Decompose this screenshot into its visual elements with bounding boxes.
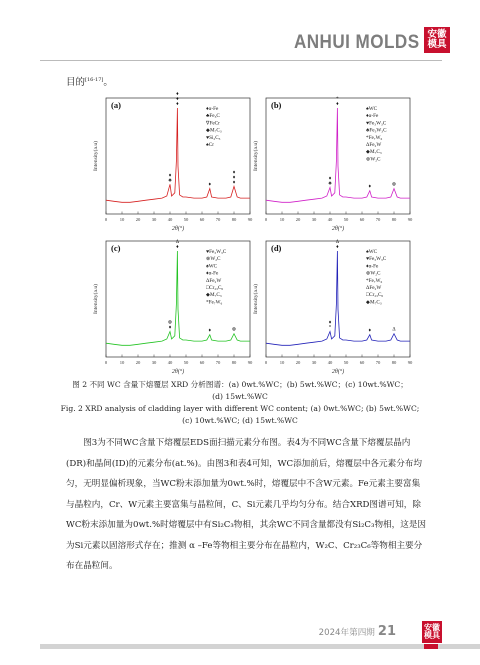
page-number: 21 [377,624,396,639]
x-tick-label: 90 [247,217,253,222]
x-tick-label: 40 [167,360,173,365]
legend-entry: ΔFe₂W [366,142,382,148]
peak-marker: ♦ [368,184,372,190]
x-tick-label: 0 [104,360,108,365]
legend-entry: ♥Fe₃W₃C [206,249,227,255]
legend-entry: *Fe₇W₆ [366,134,383,141]
peak-marker: ♦ [168,325,172,331]
legend-entry: ♦α-Fe [366,263,379,270]
panel-label: (a) [111,100,121,110]
peak-marker: * [328,325,332,331]
x-tick-label: 60 [199,360,205,365]
x-tick-label: 90 [247,360,253,365]
legend-entry: ⊗W₂C [366,270,381,277]
legend-entry: ♥Si₂C₃ [206,134,221,141]
legend-entry: *Fe₇W₆ [366,277,383,284]
legend-entry: ♦α-Fe [206,106,219,112]
legend-entry: ΔFe₂W [366,285,382,291]
x-tick-label: 80 [231,360,237,365]
panel-label: (c) [111,243,121,253]
peak-marker: ♦ [328,176,332,182]
x-tick-label: 60 [359,360,365,365]
caption-en-1: Fig. 2 XRD analysis of cladding layer with different WC content; (a) 0wt.%WC; (b) 5wt.%WC; [60,404,420,413]
caption-cn-2: (d) 15wt.%WC [212,392,268,401]
xrd-series-line [106,108,250,202]
x-tick-label: 80 [391,217,397,222]
x-tick-label: 0 [264,217,268,222]
legend-entry: □Cr₂₃C₆ [206,285,224,291]
peak-marker: ♦ [208,328,212,334]
peak-marker: Δ [335,240,339,245]
caption-cn-1: 图 2 不同 WC 含量下熔覆层 XRD 分析图谱：(a) 0wt.%WC；(b) 5wt.%WC；(c) 10wt.%WC； [72,380,408,389]
legend-entry: *Fe₇W₆ [206,299,223,306]
footer-bar-accent [424,644,438,649]
x-axis-label: 2θ(°) [171,369,185,375]
peak-marker: ♦ [328,320,332,326]
x-tick-label: 10 [119,360,125,365]
brand-title: ANHUI MOLDS [294,32,420,53]
xrd-series-line [106,251,250,345]
x-tick-label: 10 [279,217,285,222]
legend-entry: ◆M₇C₃ [366,149,382,156]
xrd-chart-d [244,235,414,375]
peak-marker: ♦ [368,328,372,334]
legend-entry: ⊗W₂C [206,256,221,263]
seal-line-1: 安徽 [427,29,447,41]
legend-entry: ◆M₇C₃ [206,127,222,134]
x-tick-label: 30 [311,360,317,365]
peak-marker: ♦ [176,245,179,250]
x-tick-label: 70 [215,217,221,222]
x-tick-label: 20 [295,217,301,222]
legend-entry: □Cr₂₃C₆ [366,292,384,299]
intro-citation: [16-17] [85,76,104,83]
x-tick-label: 50 [343,217,349,222]
x-tick-label: 50 [183,217,189,222]
xrd-series-line [266,251,410,345]
legend-entry: ♠Cr [206,142,214,148]
panel-label: (b) [271,100,282,110]
footer [319,624,396,639]
x-tick-label: 90 [407,217,413,222]
peak-marker: ♦ [336,245,339,250]
legend-entry: ♦α-Fe [206,270,219,277]
x-tick-label: 60 [199,217,205,222]
y-axis-label: Intensity(a.u) [253,141,259,171]
x-tick-label: 60 [359,217,365,222]
peak-marker: ⊗ [231,327,237,333]
peak-marker: ♦ [232,170,236,176]
legend-entry: ∇FeCr [206,120,220,127]
peak-marker: ♦ [176,102,179,107]
y-axis-label: Intensity(a.u) [93,284,99,314]
legend-entry: ◆M₇C₃ [366,299,382,306]
x-tick-label: 0 [264,360,268,365]
x-tick-label: 50 [343,360,349,365]
footer-seal-line-2: 模具 [424,631,440,640]
peak-marker: ♦ [176,92,179,97]
header-divider [40,60,442,61]
x-tick-label: 80 [391,360,397,365]
x-axis-label: 2θ(°) [331,369,345,375]
x-tick-label: 30 [151,360,157,365]
issue-label: 2024年第四期 [318,628,375,638]
x-tick-label: 40 [327,360,333,365]
y-axis-label: Intensity(a.u) [253,284,259,314]
x-tick-label: 40 [167,217,173,222]
xrd-chart-c [84,235,254,375]
footer-bar [40,644,480,649]
peak-marker: ♦ [232,180,236,186]
legend-entry: ♦α-Fe [366,113,379,120]
legend-entry: ⊗W₂C [366,156,381,163]
peak-marker: ⊗ [391,182,397,188]
intro-end: 。 [103,77,113,88]
x-tick-label: 0 [104,217,108,222]
peak-marker: ♦ [336,102,339,107]
legend-entry: ♠WC [206,263,218,270]
legend-entry: ♣Fe₃C [206,113,220,120]
xrd-chart-a [84,92,254,232]
x-tick-label: 10 [119,217,125,222]
xrd-panel-c [84,235,254,375]
xrd-panel-b [244,92,414,232]
peak-marker: Δ [392,327,396,333]
legend-entry: ♣Fe₃W₃C [366,127,387,134]
intro-main: 目的 [66,77,86,88]
x-tick-label: 20 [135,360,141,365]
peak-marker: ♦ [168,173,172,179]
legend-entry: ♠WC [366,249,378,255]
peak-marker: ♣ [328,181,332,187]
x-tick-label: 30 [151,217,157,222]
peak-marker: ♣ [168,178,172,184]
x-tick-label: 20 [295,360,301,365]
xrd-chart-b [244,92,414,232]
xrd-panel-a [84,92,254,232]
x-tick-label: 40 [327,217,333,222]
body-paragraph: 图3为不同WC含量下熔覆层EDS面扫描元素分布图。表4为不同WC含量下熔覆层晶内(DR)和晶间(ID)的元素分布(at.%)。由图3和表4可知，WC添加前后，熔覆层中各元素分布均匀，无明显偏析现象，当WC粉末添加量为0wt.%时，熔覆层中不含W元素。Fe元素主要富集与晶粒内，Cr、W元素主要富集与晶粒间，C、Si元素几乎均匀分布。结合XRD图谱可知，除WC粉末添加量为0wt.%时熔覆层中有Si₂C₃物相，其余WC不同含量都没有Si₂C₃物相，这是因为Si元素以固溶形式存在；推测 α –Fe等物相主要分布在晶粒内，W₂C、Cr₂₃C₆等物相主要分布在晶粒间。 [66,438,427,571]
x-tick-label: 90 [407,360,413,365]
legend-entry: ♥Fe₃W₃C [366,256,387,263]
footer-seal-line-1: 安徽 [424,622,440,632]
caption-en-2: (c) 10wt.%WC; (d) 15wt.%WC [182,416,298,425]
seal-line-2: 模具 [427,39,447,50]
x-tick-label: 50 [183,360,189,365]
x-tick-label: 10 [279,360,285,365]
peak-marker: Δ [175,240,179,245]
xrd-series-line [266,108,410,202]
x-axis-label: 2θ(°) [331,226,345,232]
peak-marker: ♦ [232,175,236,181]
peak-marker: ♦ [176,97,179,102]
body-text [66,433,426,577]
x-tick-label: 30 [311,217,317,222]
brand-seal [424,27,450,53]
intro-text [66,74,113,88]
x-axis-label: 2θ(°) [171,226,185,232]
legend-entry: ΔFe₂W [206,277,222,284]
x-tick-label: 20 [135,217,141,222]
x-tick-label: 70 [375,360,381,365]
x-tick-label: 70 [215,360,221,365]
panel-label: (d) [271,243,282,253]
x-tick-label: 70 [375,217,381,222]
legend-entry: ♠WC [366,106,378,112]
xrd-panel-d [244,235,414,375]
legend-entry: ♥Fe₃W₃C [366,120,387,127]
peak-marker: ⊗ [167,320,173,326]
legend-entry: ◆M₇C₃ [206,292,222,299]
y-axis-label: Intensity(a.u) [93,141,99,171]
x-tick-label: 80 [231,217,237,222]
peak-marker: ♦ [208,182,212,188]
footer-seal [422,621,442,643]
peak-marker: * [336,97,339,102]
